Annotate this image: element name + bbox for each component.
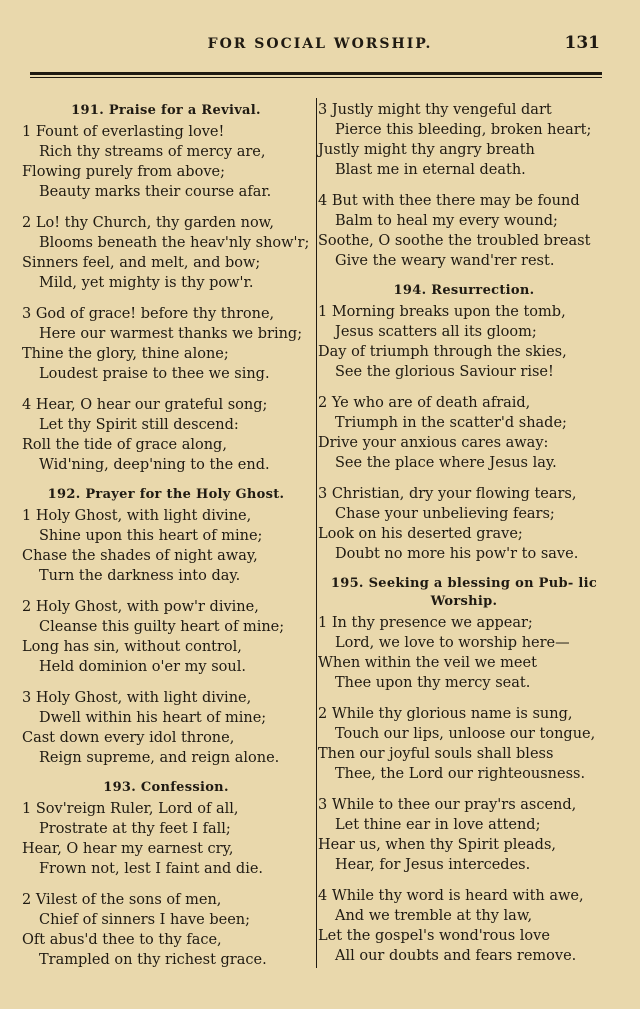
verse-line: Mild, yet mighty is thy pow'r. bbox=[39, 275, 254, 291]
verse-line: 3 While to thee our pray'rs ascend, bbox=[318, 797, 577, 813]
verse-line: Thine the glory, thine alone; bbox=[22, 346, 229, 362]
hymn-title: 193. Confession. bbox=[103, 780, 229, 795]
verse-line: Thee, the Lord our righteousness. bbox=[335, 766, 586, 782]
verse-line: Loudest praise to thee we sing. bbox=[39, 366, 270, 382]
verse-line: Here our warmest thanks we bring; bbox=[39, 326, 303, 342]
hymn-title: 194. Resurrection. bbox=[393, 283, 535, 298]
verse bbox=[22, 597, 310, 677]
verse-line: Lord, we love to worship here— bbox=[335, 635, 570, 651]
header-rule-thin bbox=[30, 77, 602, 78]
verse-line: Rich thy streams of mercy are, bbox=[39, 144, 266, 160]
verse-line: See the place where Jesus lay. bbox=[335, 455, 557, 471]
verse bbox=[318, 704, 610, 784]
verse bbox=[318, 302, 610, 382]
verse-line: Beauty marks their course afar. bbox=[39, 184, 272, 200]
verse-line: Sinners feel, and melt, and bow; bbox=[22, 255, 261, 271]
verse-line: Prostrate at thy feet I fall; bbox=[39, 821, 231, 837]
verse-line: Cast down every idol throne, bbox=[22, 730, 235, 746]
verse bbox=[22, 213, 310, 293]
running-header: FOR SOCIAL WORSHIP. bbox=[207, 36, 433, 52]
verse-line: Held dominion o'er my soul. bbox=[39, 659, 246, 675]
verse-line: Blast me in eternal death. bbox=[335, 162, 526, 178]
verse-line: See the glorious Saviour rise! bbox=[335, 364, 554, 380]
verse-line: Give the weary wand'rer rest. bbox=[335, 253, 555, 269]
verse-line: Turn the darkness into day. bbox=[39, 568, 241, 584]
verse-line: Wid'ning, deep'ning to the end. bbox=[39, 457, 270, 473]
verse bbox=[22, 122, 310, 202]
verse-line: Hear, O hear my earnest cry, bbox=[22, 841, 234, 857]
verse-line: Drive your anxious cares away: bbox=[318, 435, 549, 451]
right-column bbox=[318, 100, 610, 977]
verse-line: Look on his deserted grave; bbox=[318, 526, 523, 542]
verse bbox=[22, 506, 310, 586]
verse-line: Shine upon this heart of mine; bbox=[39, 528, 263, 544]
verse-line: Jesus scatters all its gloom; bbox=[335, 324, 537, 340]
verse-line: Reign supreme, and reign alone. bbox=[39, 750, 280, 766]
verse-line: Frown not, lest I faint and die. bbox=[39, 861, 264, 877]
verse-line: Chief of sinners I have been; bbox=[39, 912, 251, 928]
column-divider bbox=[316, 98, 317, 968]
verse-line: 1 Holy Ghost, with light divine, bbox=[22, 508, 252, 524]
verse bbox=[22, 395, 310, 475]
verse-line: Roll the tide of grace along, bbox=[22, 437, 227, 453]
verse bbox=[318, 393, 610, 473]
verse-line: Oft abus'd thee to thy face, bbox=[22, 932, 222, 948]
verse bbox=[318, 100, 610, 180]
verse-line: Thee upon thy mercy seat. bbox=[335, 675, 531, 691]
verse-line: 3 God of grace! before thy throne, bbox=[22, 306, 275, 322]
verse-line: 4 While thy word is heard with awe, bbox=[318, 888, 584, 904]
page-number: 131 bbox=[564, 33, 600, 53]
verse-line: 3 Justly might thy vengeful dart bbox=[318, 102, 552, 118]
verse-line: And we tremble at thy law, bbox=[335, 908, 533, 924]
left-column bbox=[22, 100, 310, 981]
hymn-title: 191. Praise for a Revival. bbox=[71, 103, 261, 118]
verse bbox=[22, 799, 310, 879]
verse-line: 2 Holy Ghost, with pow'r divine, bbox=[22, 599, 259, 615]
verse-line: 2 Lo! thy Church, thy garden now, bbox=[22, 215, 274, 231]
verse-line: Chase your unbelieving fears; bbox=[335, 506, 555, 522]
verse bbox=[22, 304, 310, 384]
verse-line: 1 Fount of everlasting love! bbox=[22, 124, 225, 140]
hymn-title: 195. Seeking a blessing on Pub- lic Worship. bbox=[330, 576, 598, 609]
verse bbox=[318, 613, 610, 693]
verse-line: 1 In thy presence we appear; bbox=[318, 615, 533, 631]
verse-line: Hear, for Jesus intercedes. bbox=[335, 857, 531, 873]
verse-line: When within the veil we meet bbox=[318, 655, 537, 671]
verse-line: Justly might thy angry breath bbox=[318, 142, 535, 158]
verse-line: Then our joyful souls shall bless bbox=[318, 746, 554, 762]
verse bbox=[22, 890, 310, 970]
header-rule bbox=[30, 72, 602, 75]
verse-line: 2 Vilest of the sons of men, bbox=[22, 892, 222, 908]
verse-line: 3 Holy Ghost, with light divine, bbox=[22, 690, 252, 706]
verse-line: 1 Sov'reign Ruler, Lord of all, bbox=[22, 801, 239, 817]
verse-line: Pierce this bleeding, broken heart; bbox=[335, 122, 592, 138]
verse-line: Triumph in the scatter'd shade; bbox=[335, 415, 567, 431]
verse-line: Let thine ear in love attend; bbox=[335, 817, 541, 833]
verse bbox=[318, 886, 610, 966]
verse bbox=[22, 688, 310, 768]
verse-line: Let thy Spirit still descend: bbox=[39, 417, 239, 433]
verse-line: Soothe, O soothe the troubled breast bbox=[318, 233, 591, 249]
verse-line: Blooms beneath the heav'nly show'r; bbox=[39, 235, 310, 251]
verse-line: Balm to heal my every wound; bbox=[335, 213, 558, 229]
verse-line: 2 While thy glorious name is sung, bbox=[318, 706, 573, 722]
verse-line: 3 Christian, dry your flowing tears, bbox=[318, 486, 577, 502]
verse-line: 4 Hear, O hear our grateful song; bbox=[22, 397, 268, 413]
verse-line: Flowing purely from above; bbox=[22, 164, 225, 180]
verse bbox=[318, 795, 610, 875]
verse-line: Dwell within his heart of mine; bbox=[39, 710, 267, 726]
verse-line: All our doubts and fears remove. bbox=[335, 948, 577, 964]
verse-line: Trampled on thy richest grace. bbox=[39, 952, 267, 968]
verse-line: Long has sin, without control, bbox=[22, 639, 242, 655]
hymn-title: 192. Prayer for the Holy Ghost. bbox=[47, 487, 285, 502]
verse-line: Doubt no more his pow'r to save. bbox=[335, 546, 579, 562]
verse bbox=[318, 191, 610, 271]
verse-line: Day of triumph through the skies, bbox=[318, 344, 567, 360]
verse-line: Chase the shades of night away, bbox=[22, 548, 258, 564]
verse-line: Let the gospel's wond'rous love bbox=[318, 928, 550, 944]
verse-line: Hear us, when thy Spirit pleads, bbox=[318, 837, 556, 853]
verse-line: 2 Ye who are of death afraid, bbox=[318, 395, 531, 411]
verse bbox=[318, 484, 610, 564]
verse-line: 1 Morning breaks upon the tomb, bbox=[318, 304, 566, 320]
verse-line: Touch our lips, unloose our tongue, bbox=[335, 726, 596, 742]
verse-line: Cleanse this guilty heart of mine; bbox=[39, 619, 285, 635]
verse-line: 4 But with thee there may be found bbox=[318, 193, 580, 209]
